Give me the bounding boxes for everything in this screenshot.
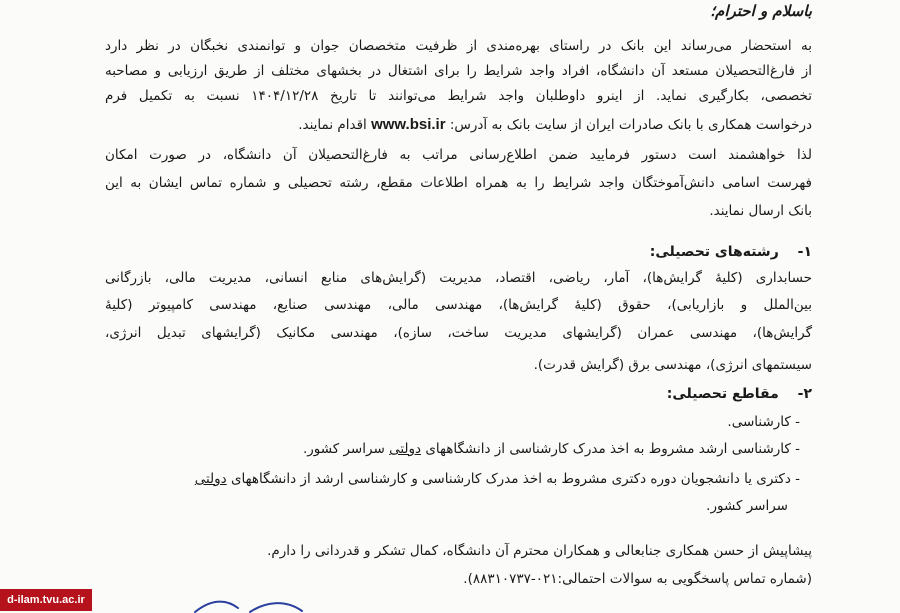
request-line-1: لذا خواهشمند است دستور فرمایید ضمن اطلاع‌رسانی مراتب به فارغ‌التحصیلان آن دانشگاه، در صورت امکان [105, 147, 812, 163]
section1-number: ۱- [797, 244, 812, 260]
degree-item-phd-line-2: سراسر کشور. [706, 498, 788, 514]
intro-line-3: تخصصی، بکارگیری نماید. از اینرو داوطلبان واجد شرایط می‌توانند تا تاریخ ۱۴۰۴/۱۲/۲۸ نسبت به تکمیل فرم [105, 88, 812, 104]
site-watermark: d-ilam.tvu.ac.ir [0, 589, 92, 611]
letter-greeting: باسلام و احترام؛ [710, 2, 812, 20]
section1-line-1: حسابداری (کلیهٔ گرایش‌ها)، آمار، ریاضی، اقتصاد، مدیریت (گرایش‌های منابع انسانی، مدیریت مالی، بازرگانی [105, 270, 812, 286]
section2-heading [667, 386, 812, 402]
intro-line-4-end: اقدام نمایند. [298, 117, 367, 133]
request-line-3: بانک ارسال نمایند. [709, 203, 812, 219]
section2-number: ۲- [797, 386, 812, 402]
intro-line-2: از فارغ‌التحصیلان مستعد آن دانشگاه، افراد واجد شرایط را برای اشتغال در بخشهای مختلف از طریق ارزیابی و مصاحبه [105, 63, 812, 79]
section1-line-4: سیستمهای انرژی)، مهندسی برق (گرایش قدرت). [533, 357, 812, 373]
intro-line-1: به استحضار می‌رساند این بانک در راستای بهره‌مندی از ظرفیت متخصصان جوان و توانمندی نخبگان در نظر دارد [105, 38, 812, 54]
section1-line-2: بین‌الملل و بازاریابی)، حقوق (کلیهٔ گرایش‌ها)، مهندسی مالی، مهندسی صنایع، مهندسی کامپیوتر (کلیهٔ [105, 297, 812, 313]
request-line-2: فهرست اسامی دانش‌آموختگان واجد شرایط را به همراه اطلاعات مقطع، رشته تحصیلی و شماره تماس ایشان به این [105, 175, 812, 191]
degree-item-master-text: - کارشناسی ارشد مشروط به اخذ مدرک کارشناسی از دانشگاههای [425, 441, 800, 457]
degree-item-phd-text: - دکتری یا دانشجویان دوره دکتری مشروط به اخذ مدرک کارشناسی و کارشناسی ارشد از دانشگاههای [230, 471, 800, 487]
degree-item-phd-underlined: دولتی [194, 471, 227, 487]
signature-mark [190, 596, 330, 613]
intro-line-4-text: درخواست همکاری با بانک صادرات ایران از سایت بانک به آدرس: [449, 117, 812, 133]
closing-line: پیشاپیش از حسن همکاری جنابعالی و همکاران محترم آن دانشگاه، کمال تشکر و قدردانی را دارم. [267, 543, 812, 559]
section1-line-3: گرایش‌ها)، مهندسی عمران (گرایشهای مدیریت ساخت، سازه)، مهندسی مکانیک (گرایشهای تبدیل انرژی، [105, 325, 812, 341]
degree-item-master-underlined: دولتی [389, 441, 422, 457]
section1-heading [650, 244, 812, 260]
degree-item-phd [195, 470, 800, 488]
contact-line: (شماره تماس پاسخگویی به سوالات احتمالی:۰۲۱-۸۸۳۱۰۷۳۷). [463, 571, 812, 587]
intro-line-4 [298, 116, 812, 134]
degree-item-master-end: سراسر کشور. [302, 441, 385, 457]
degree-item-bachelor: - کارشناسی. [727, 414, 800, 430]
section2-title: مقاطع تحصیلی: [666, 386, 779, 402]
section1-title: رشته‌های تحصیلی: [649, 244, 779, 260]
degree-item-master [303, 440, 800, 458]
bank-website-link[interactable]: www.bsi.ir [371, 116, 446, 133]
